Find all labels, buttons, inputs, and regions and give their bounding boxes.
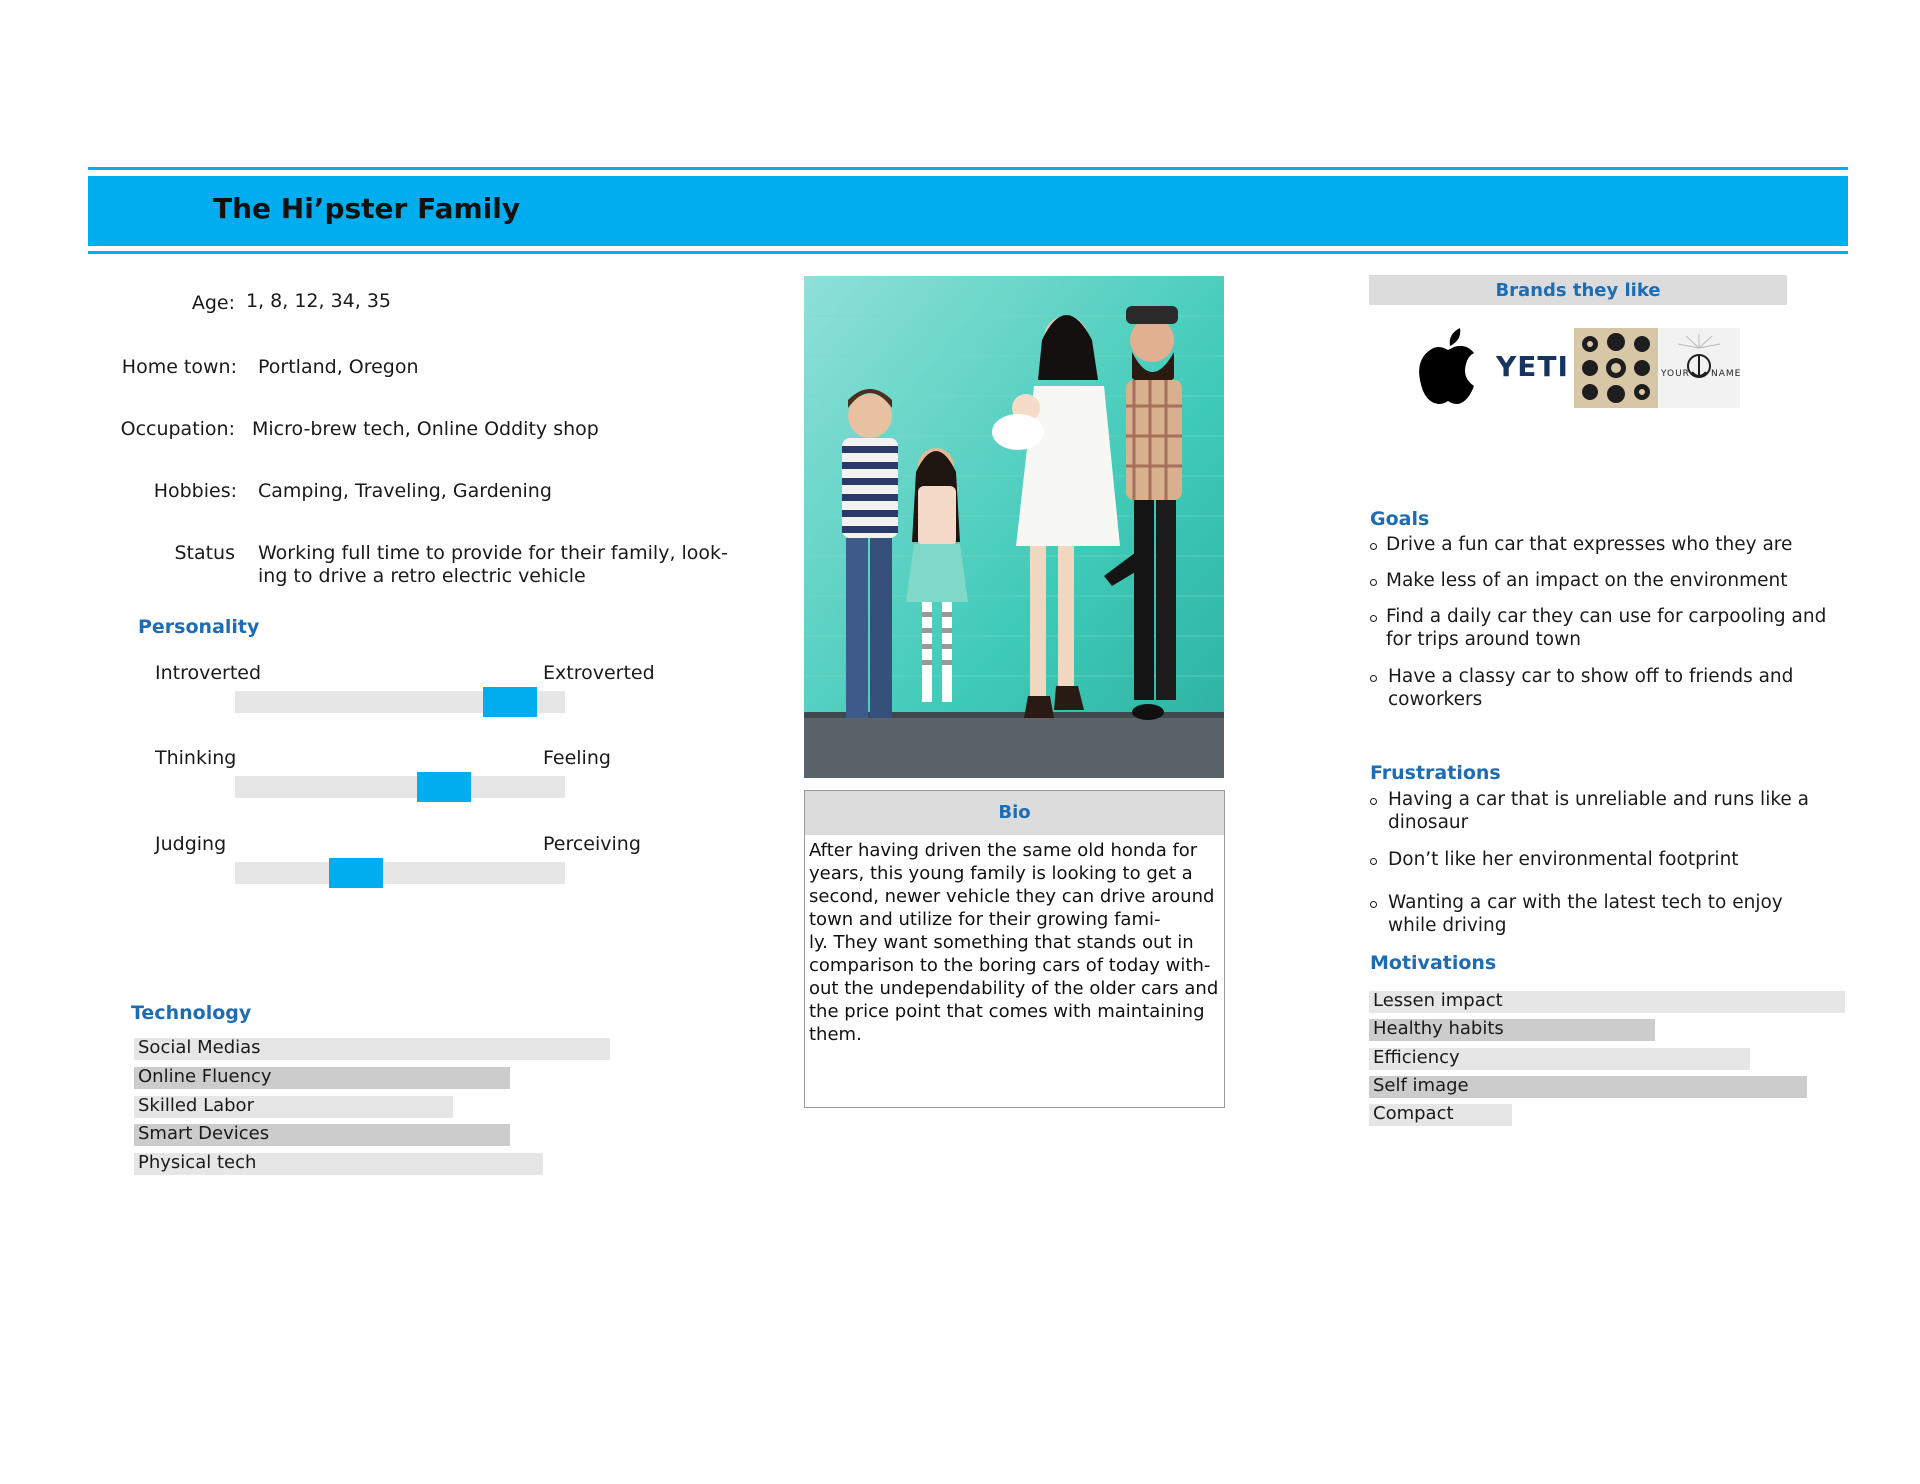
bio-line: comparison to the boring cars of today with- (809, 955, 1211, 976)
family-photo (804, 276, 1224, 778)
your-name-logo (1658, 328, 1740, 408)
scale-right-label: Feeling (543, 747, 611, 769)
brands-header (1369, 275, 1787, 305)
technology-title: Technology (131, 1002, 252, 1024)
tech-bar-label: Smart Devices (138, 1123, 270, 1144)
yeti-logo: YETI (1496, 350, 1569, 383)
bullet-icon (1370, 858, 1377, 865)
motivation-bar (1369, 1019, 1655, 1041)
motivation-bar-label: Lessen impact (1373, 990, 1503, 1011)
frustration-line: Having a car that is unreliable and runs like a (1388, 789, 1809, 810)
bio-line: them. (809, 1024, 862, 1045)
bio-line: town and utilize for their growing fami- (809, 909, 1161, 930)
hobbies-value: Camping, Traveling, Gardening (258, 480, 552, 502)
motivation-bar (1369, 1104, 1512, 1126)
motivation-bar (1369, 991, 1845, 1013)
tech-bar (134, 1124, 510, 1146)
personality-title: Personality (138, 616, 260, 638)
tech-bar-label: Physical tech (138, 1152, 257, 1173)
bio-line: the price point that comes with maintaining (809, 1001, 1205, 1022)
apple-icon (1416, 326, 1480, 404)
tech-bar (134, 1153, 543, 1175)
bio-line: out the undependability of the older cars and (809, 978, 1219, 999)
your-name-left: YOUR (1661, 369, 1690, 379)
bullet-icon (1370, 901, 1377, 908)
frustration-item (1388, 788, 1809, 834)
bio-line: second, newer vehicle they can drive around (809, 886, 1215, 907)
frustration-item (1388, 848, 1739, 871)
status-line: Working full time to provide for their family, look- (258, 542, 728, 564)
scale-marker (329, 858, 383, 888)
bullet-icon (1370, 615, 1377, 622)
scale-marker (483, 687, 537, 717)
scale-track (235, 862, 565, 884)
frustration-line: dinosaur (1388, 812, 1469, 833)
goal-line: for trips around town (1386, 629, 1581, 650)
scale-marker (417, 772, 471, 802)
status-line: ing to drive a retro electric vehicle (258, 565, 586, 587)
tech-bar (134, 1067, 510, 1089)
scale-left-label: Judging (155, 833, 227, 855)
goal-line: coworkers (1388, 689, 1483, 710)
hometown-value: Portland, Oregon (258, 356, 419, 378)
goal-item (1386, 569, 1787, 592)
page-title: The Hi’pster Family (213, 192, 521, 225)
bio-text (809, 839, 1219, 1046)
scale-track (235, 776, 565, 798)
bio-line: After having driven the same old honda for (809, 840, 1198, 861)
age-label: Age: (191, 292, 235, 314)
status-label: Status (174, 542, 235, 564)
scale-left-label: Thinking (155, 747, 237, 769)
motivation-bar-label: Compact (1373, 1103, 1454, 1124)
header-banner (88, 176, 1848, 246)
hobbies-label: Hobbies: (153, 480, 237, 502)
occupation-value: Micro-brew tech, Online Oddity shop (252, 418, 599, 440)
frustrations-title: Frustrations (1370, 762, 1501, 784)
family-photo-illustration (804, 276, 1224, 778)
bullet-icon (1370, 675, 1377, 682)
status-value (258, 542, 728, 588)
frustration-line: Wanting a car with the latest tech to enjoy (1388, 892, 1783, 913)
frustration-line: while driving (1388, 915, 1507, 936)
goals-title: Goals (1370, 508, 1430, 530)
goal-line: Have a classy car to show off to friends and (1388, 666, 1794, 687)
motivation-bar-label: Efficiency (1373, 1047, 1460, 1068)
bio-title: Bio (998, 802, 1031, 823)
tech-bar-label: Skilled Labor (138, 1095, 254, 1116)
frustration-item (1388, 891, 1783, 937)
scale-right-label: Perceiving (543, 833, 641, 855)
motivations-title: Motivations (1370, 952, 1497, 974)
bio-line: years, this young family is looking to get a (809, 863, 1193, 884)
apple-logo (1416, 326, 1480, 404)
badges-logo (1574, 328, 1658, 408)
scale-right-label: Extroverted (543, 662, 655, 684)
brands-title: Brands they like (1495, 280, 1661, 301)
goal-line: Find a daily car they can use for carpooling and (1386, 606, 1827, 627)
bullet-icon (1370, 543, 1377, 550)
motivation-bar (1369, 1048, 1750, 1070)
bullet-icon (1370, 798, 1377, 805)
goal-line: Make less of an impact on the environment (1386, 570, 1788, 591)
header-rule-bottom (88, 251, 1848, 254)
goal-item (1386, 533, 1792, 556)
goal-line: Drive a fun car that expresses who they are (1386, 534, 1793, 555)
bio-header (805, 791, 1224, 835)
bullet-icon (1370, 579, 1377, 586)
age-value: 1, 8, 12, 34, 35 (246, 290, 392, 312)
motivation-bar-label: Healthy habits (1373, 1018, 1504, 1039)
tech-bar (134, 1096, 453, 1118)
goal-item (1388, 665, 1793, 711)
your-name-right: NAME (1711, 369, 1742, 379)
tech-bar-label: Social Medias (138, 1037, 261, 1058)
motivation-bar-label: Self image (1373, 1075, 1469, 1096)
scale-left-label: Introverted (155, 662, 262, 684)
occupation-label: Occupation: (120, 418, 235, 440)
goal-item (1386, 605, 1826, 651)
tech-bar-label: Online Fluency (138, 1066, 272, 1087)
anchor-icon (1658, 328, 1740, 408)
hometown-label: Home town: (121, 356, 237, 378)
badges-icon (1574, 328, 1658, 408)
motivation-bar (1369, 1076, 1807, 1098)
tech-bar (134, 1038, 610, 1060)
header-rule-top (88, 167, 1848, 170)
bio-line: ly. They want something that stands out in (809, 932, 1194, 953)
bio-panel (804, 790, 1225, 1108)
frustration-line: Don’t like her environmental footprint (1388, 849, 1739, 870)
